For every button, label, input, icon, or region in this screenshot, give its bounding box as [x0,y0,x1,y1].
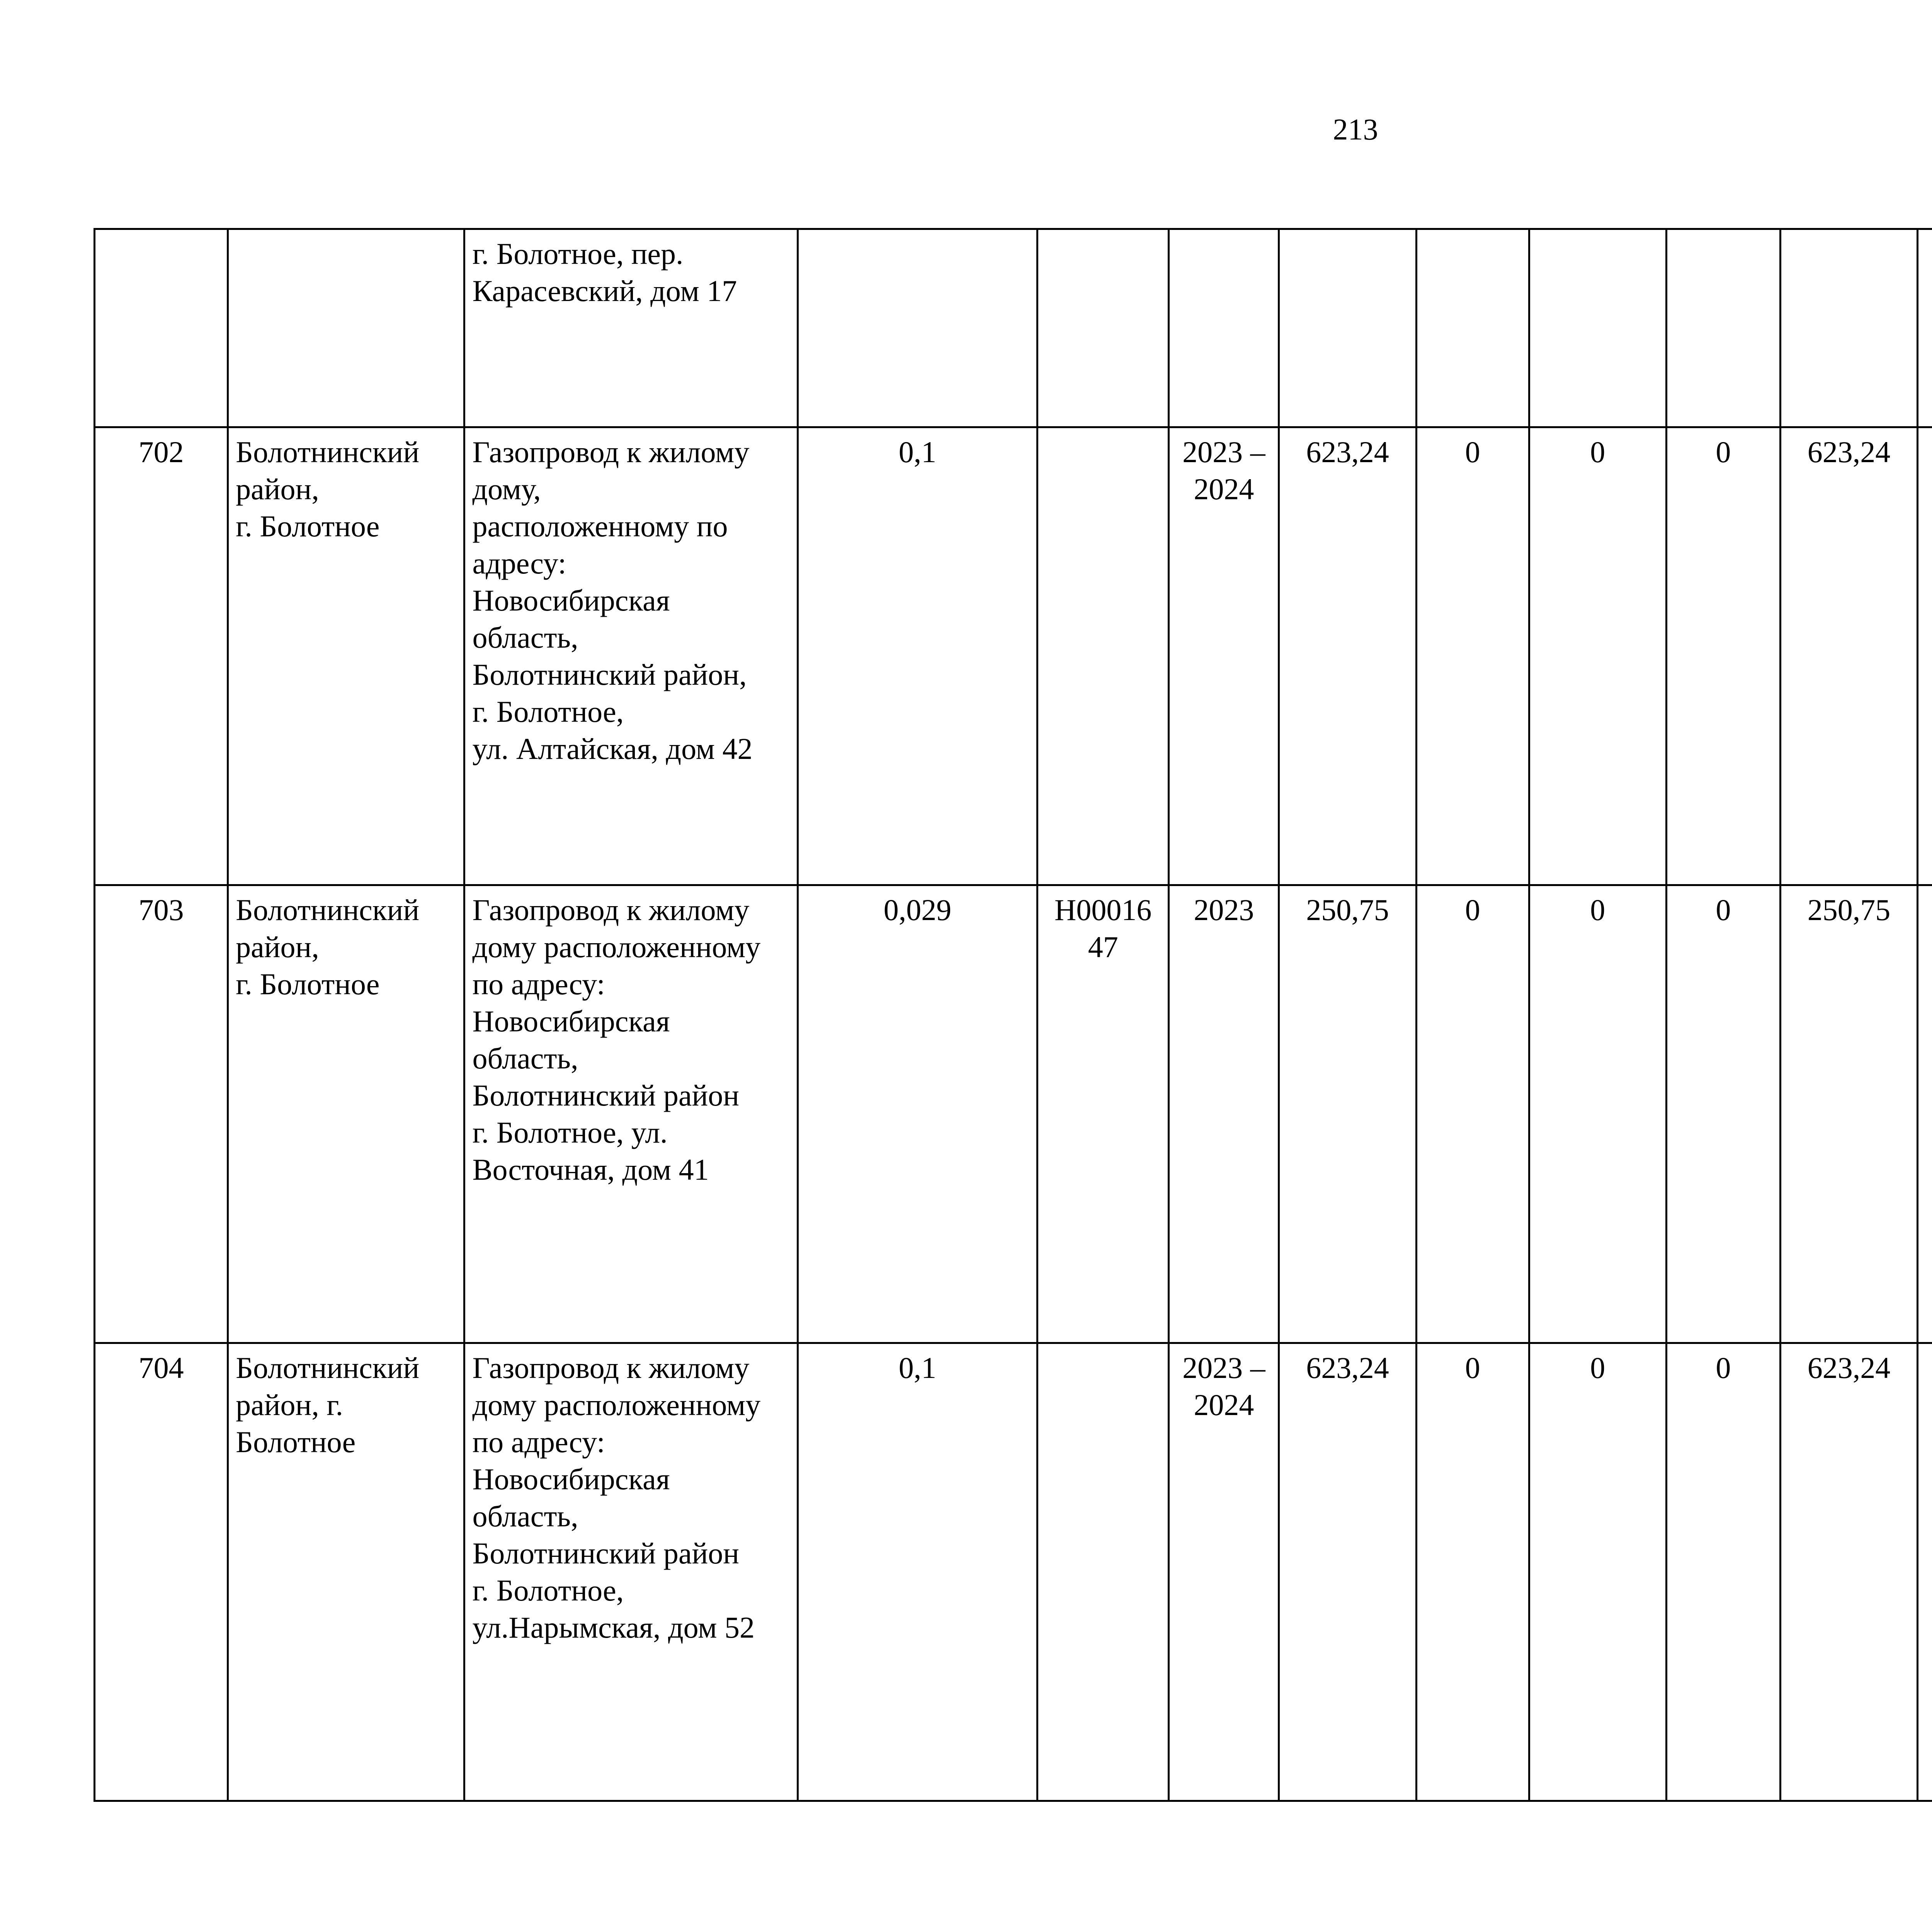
cell-total: 623,24 [1279,427,1416,885]
cell-col10: 0 [1666,1343,1780,1801]
cell-col8: 0 [1416,427,1529,885]
cell-length: 0,1 [798,1343,1037,1801]
cell-no: 703 [95,885,228,1343]
cell-total: 250,75 [1279,885,1416,1343]
cell-code [1037,229,1169,427]
cell-col9 [1529,229,1666,427]
cell-col11: 250,75 [1780,885,1917,1343]
cell-district: Болотнинский район, г. Болотное [228,1343,464,1801]
cell-col8: 0 [1416,885,1529,1343]
cell-object: г. Болотное, пер. Карасевский, дом 17 [464,229,798,427]
gas-pipeline-table [94,228,1932,1802]
cell-period [1169,229,1279,427]
cell-executor [1918,1343,1932,1801]
cell-col11: 623,24 [1780,427,1917,885]
cell-length [798,229,1037,427]
cell-total [1279,229,1416,427]
cell-object: Газопровод к жилому дому, расположенному по адресу: Новосибирская область, Болотнинский район, г. Болотное, ул. Алтайская, дом 42 [464,427,798,885]
cell-period: 2023 [1169,885,1279,1343]
table-row [95,885,1932,1343]
cell-executor [1918,885,1932,1343]
cell-col11: 623,24 [1780,1343,1917,1801]
cell-executor [1918,229,1932,427]
cell-col10: 0 [1666,885,1780,1343]
cell-total: 623,24 [1279,1343,1416,1801]
cell-code [1037,1343,1169,1801]
cell-col10 [1666,229,1780,427]
cell-col9: 0 [1529,427,1666,885]
cell-no [95,229,228,427]
page-number: 213 [1333,112,1378,146]
cell-length: 0,029 [798,885,1037,1343]
table-row [95,427,1932,885]
cell-col11 [1780,229,1917,427]
cell-code: Н00016 47 [1037,885,1169,1343]
cell-length: 0,1 [798,427,1037,885]
cell-col10: 0 [1666,427,1780,885]
cell-period: 2023 – 2024 [1169,427,1279,885]
cell-district: Болотнинский район, г. Болотное [228,885,464,1343]
cell-district: Болотнинский район, г. Болотное [228,427,464,885]
cell-col9: 0 [1529,1343,1666,1801]
cell-period: 2023 – 2024 [1169,1343,1279,1801]
cell-code [1037,427,1169,885]
table-row-continuation [95,229,1932,427]
cell-no: 704 [95,1343,228,1801]
cell-executor [1918,427,1932,885]
cell-object: Газопровод к жилому дому расположенному по адресу: Новосибирская область, Болотнинский район г. Болотное, ул. Восточная, дом 41 [464,885,798,1343]
cell-col8: 0 [1416,1343,1529,1801]
table-row [95,1343,1932,1801]
cell-no: 702 [95,427,228,885]
cell-col9: 0 [1529,885,1666,1343]
cell-object: Газопровод к жилому дому расположенному по адресу: Новосибирская область, Болотнинский район г. Болотное, ул.Нарымская, дом 52 [464,1343,798,1801]
cell-col8 [1416,229,1529,427]
cell-district [228,229,464,427]
